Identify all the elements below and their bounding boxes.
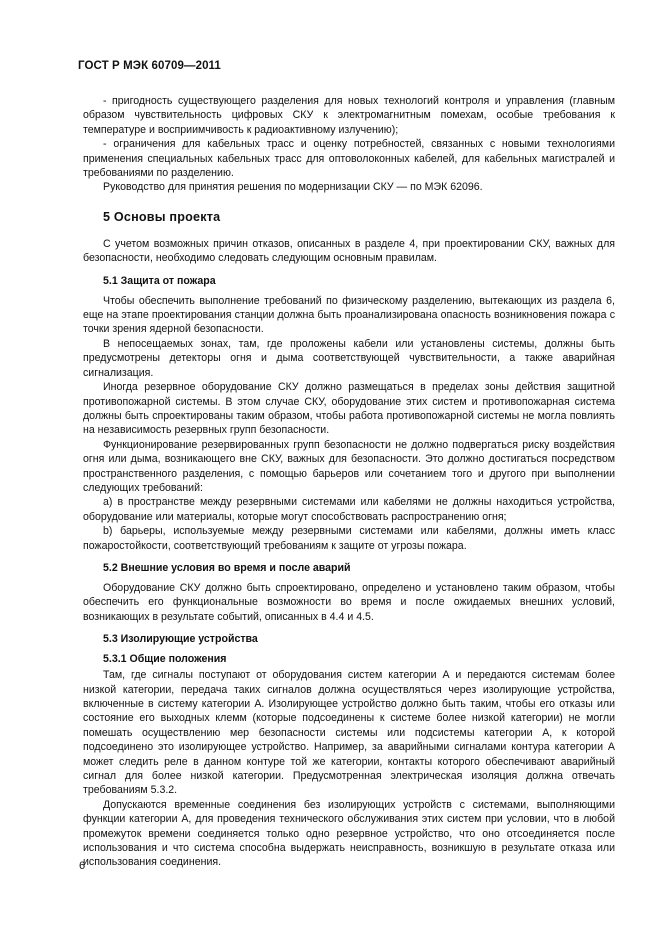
running-header: ГОСТ Р МЭК 60709—2011: [78, 60, 221, 72]
subsection-heading: 5.3 Изолирующие устройства: [103, 633, 258, 646]
paragraph: Допускаются временные соединения без изолирующих устройств с системами, выполняющими функции категории А, для проведения технического обслуживания этих систем при условии, что в любой промежуток времени соединяется только одно резервное устройство, что оно отсоединяется после использования и что система способна выдержать неисправность, возникшую в результате отказа или использования соединения.: [83, 798, 615, 869]
paragraph: - ограничения для кабельных трасс и оценку потребностей, связанных с новыми технологиями применения специальных кабельных трасс для оптоволоконных кабелей, для кабельных магистралей и требованиями по разделению.: [83, 138, 615, 180]
section-heading: 5 Основы проекта: [103, 209, 221, 224]
paragraph: Там, где сигналы поступают от оборудования систем категории А и передаются системам более низкой категории, передача таких сигналов должна осуществляться через изолирующие устройства, включенные в систему категории А. Изолирующее устройство должно быть таким, чтобы его отказы или состояние его выходных клемм (которые подсоединены к системе более низкой категории) не могли помешать осуществлению мер безопасности системы или подсистемы категории А, к которой подсоединено это изолирующее устройство. Например, за аварийными сигналами контура категории А может следить реле в данном контуре той же категории, контакты которого обеспечивают аварийный сигнал для более низкой категории. Предусмотренная электрическая изоляция должна отвечать требованиям 5.3.2.: [83, 669, 615, 797]
paragraph: В непосещаемых зонах, там, где проложены кабели или установлены системы, должны быть предусмотрены детекторы огня и дыма соответствующей чувствительности, а также аварийная сигнализация.: [83, 337, 615, 379]
paragraph: Иногда резервное оборудование СКУ должно размещаться в пределах зоны действия защитной противопожарной системы. В этом случае СКУ, оборудование этих систем и противопожарная система должны быть спроектированы таким образом, чтобы работа противопожарной системы не могла повлиять на независимость резервных групп безопасности.: [83, 381, 615, 437]
list-item: a) в пространстве между резервными системами или кабелями не должны находиться устройства, оборудование или материалы, которые могут способствовать распространению огня;: [83, 496, 615, 523]
subsection-heading: 5.2 Внешние условия во время и после аварий: [103, 561, 351, 574]
page-body: [83, 94, 615, 870]
page-number: 6: [79, 860, 86, 872]
list-item: b) барьеры, используемые между резервными системами или кабелями, должны иметь класс пожаростойкости, соответствующий требованиям к защите от угрозы пожара.: [83, 525, 615, 552]
paragraph: Оборудование СКУ должно быть спроектировано, определено и установлено таким образом, чтобы обеспечить его функциональные возможности во время и после ожидаемых внешних условий, возникающих в результате событий, описанных в 4.4 и 4.5.: [83, 581, 615, 623]
paragraph: С учетом возможных причин отказов, описанных в разделе 4, при проектировании СКУ, важных для безопасности, необходимо следовать следующим основным правилам.: [83, 237, 615, 265]
paragraph: - пригодность существующего разделения для новых технологий контроля и управления (главным образом чувствительность цифровых СКУ к электромагнитным помехам, особые требования к температуре и восприимчивость к радиоактивному излучению);: [83, 95, 615, 136]
subsubsection-heading: 5.3.1 Общие положения: [103, 653, 227, 666]
paragraph: Руководство для принятия решения по модернизации СКУ — по МЭК 62096.: [103, 181, 483, 194]
paragraph: Чтобы обеспечить выполнение требований по физическому разделению, вытекающих из раздела 6, еще на этапе проектирования станции должна быть проанализирована опасность возникновения пожара с точки зрения ядерной безопасности.: [83, 294, 615, 336]
paragraph: Функционирование резервированных групп безопасности не должно подвергаться риску воздействия огня или дыма, возникающего вне СКУ, важных для безопасности. Это должно достигаться посредством пространственного разделения, с помощью барьеров или сочетанием того и другого при выполнении следующих требований:: [83, 438, 615, 494]
subsection-heading: 5.1 Защита от пожара: [103, 274, 216, 287]
